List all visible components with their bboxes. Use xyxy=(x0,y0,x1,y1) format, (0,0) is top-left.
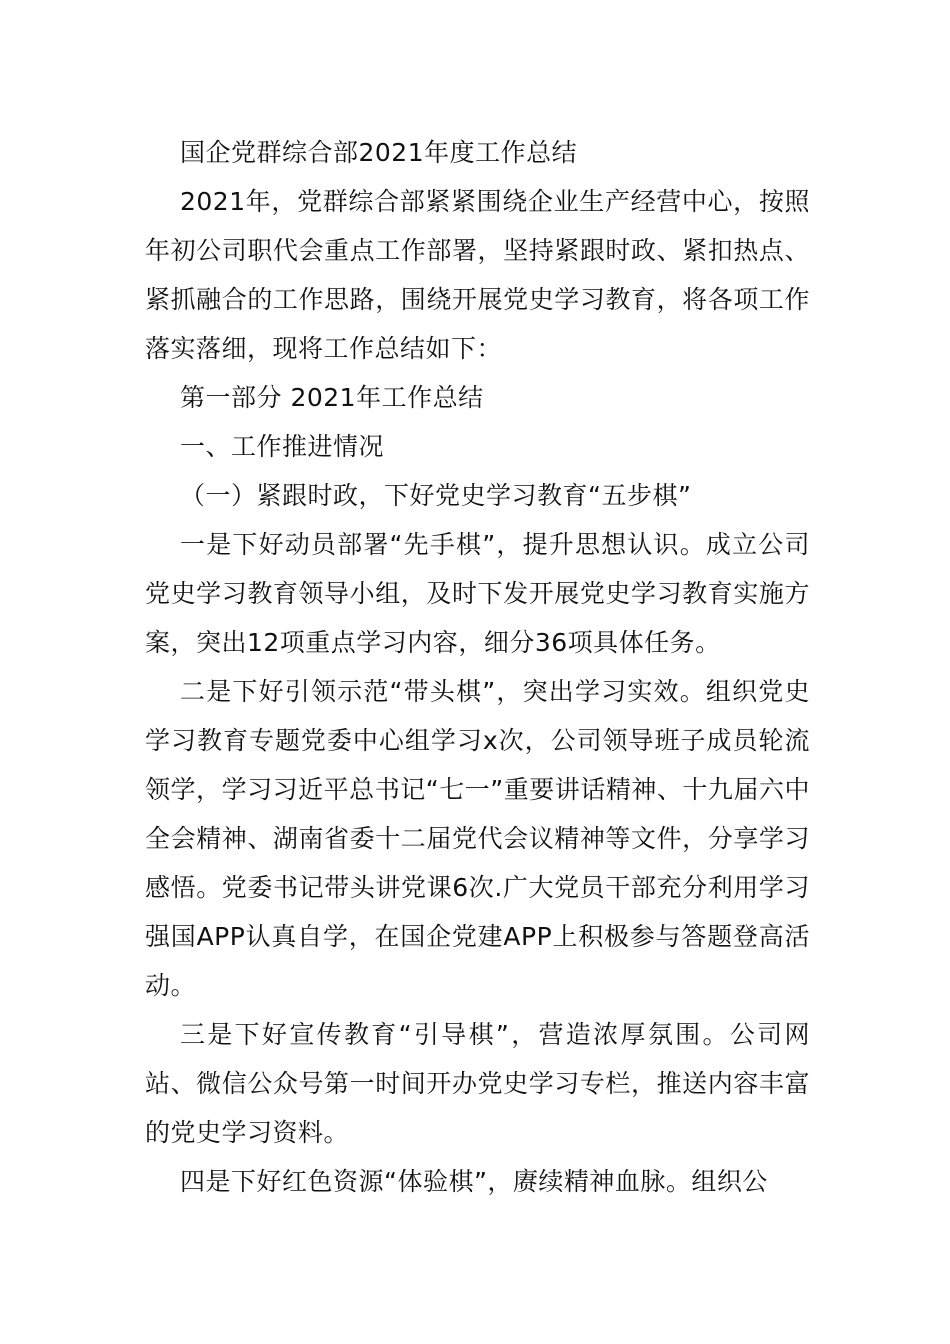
paragraph-step-four: 四是下好红色资源“体验棋”，赓续精神血脉。组织公 xyxy=(180,1167,768,1196)
paragraph-step-two: 二是下好引领示范“带头棋”，突出学习实效。组织党史学习教育专题党委中心组学习x次，公司领导班子成员轮流领学，学习习近平总书记“七一”重要讲话精神、十九届六中全会精神、湖南省委十二届党代会议精神等文件，分享学习感悟。党委书记带头讲党课6次.广大党员干部充分利用学习强国APP认真自学，在国企党建APP上积极参与答题登高活动。 xyxy=(145,677,810,1000)
document-body xyxy=(145,128,810,1206)
paragraph-step-three: 三是下好宣传教育“引导棋”，营造浓厚氛围。公司网站、微信公众号第一时间开办党史学习专栏，推送内容丰富的党史学习资料。 xyxy=(145,1020,810,1147)
paragraph-step-one: 一是下好动员部署“先手棋”，提升思想认识。成立公司党史学习教育领导小组，及时下发开展党史学习教育实施方案，突出12项重点学习内容，细分36项具体任务。 xyxy=(145,530,810,657)
section-heading-progress: 一、工作推进情况 xyxy=(180,432,385,461)
paragraph-intro: 2021年，党群综合部紧紧围绕企业生产经营中心，按照年初公司职代会重点工作部署，坚持紧跟时政、紧扣热点、紧抓融合的工作思路，围绕开展党史学习教育，将各项工作落实落细，现将工作总结如下： xyxy=(145,187,810,363)
section-heading-part-one: 第一部分 2021年工作总结 xyxy=(180,383,484,412)
document-title: 国企党群综合部2021年度工作总结 xyxy=(180,138,578,167)
subsection-heading-five-steps: （一）紧跟时政，下好党史学习教育“五步棋” xyxy=(180,481,692,510)
